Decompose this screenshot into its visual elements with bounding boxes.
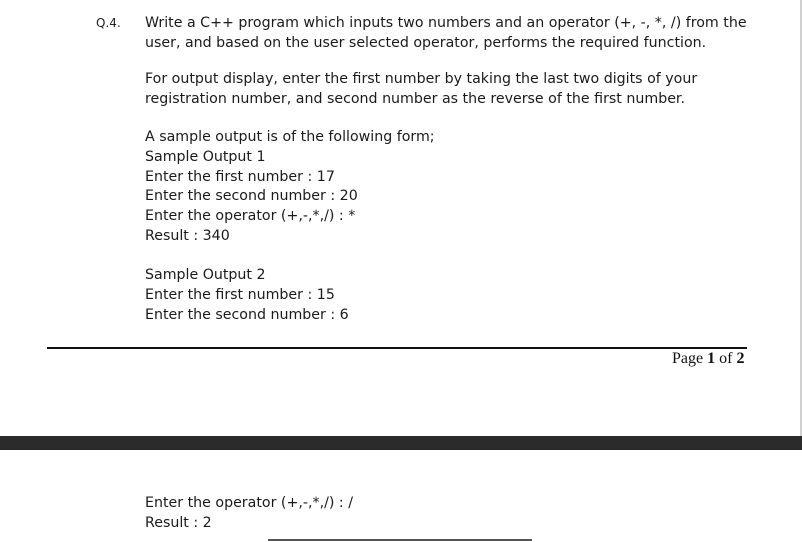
question-paragraph-1: Write a C++ program which inputs two numbers and an operator (+, -, *, /) from the user, and based on the user selected operator, performs the required function. bbox=[145, 15, 747, 51]
sample-2-result: Result : 2 bbox=[145, 514, 212, 531]
sample-output-1 bbox=[145, 128, 435, 247]
sample-1-result: Result : 340 bbox=[145, 227, 230, 244]
sample-output-2-continued bbox=[145, 494, 353, 534]
page-of: of bbox=[719, 350, 733, 367]
page-word: Page bbox=[672, 350, 704, 367]
page-break-band bbox=[0, 436, 802, 450]
sample-2-second-number: Enter the second number : 6 bbox=[145, 306, 349, 323]
sample-1-first-number: Enter the first number : 17 bbox=[145, 168, 335, 185]
sample-2-heading: Sample Output 2 bbox=[145, 267, 266, 283]
sample-intro: A sample output is of the following form; bbox=[145, 129, 435, 145]
question-number: Q.4. bbox=[96, 16, 121, 30]
page-number bbox=[672, 350, 744, 368]
sample-2-first-number: Enter the first number : 15 bbox=[145, 286, 335, 303]
sample-2-operator: Enter the operator (+,-,*,/) : / bbox=[145, 495, 353, 511]
page-current: 1 bbox=[707, 350, 716, 367]
sample-1-second-number: Enter the second number : 20 bbox=[145, 188, 358, 205]
question-paragraph-2: For output display, enter the first number by taking the last two digits of your registration number, and second number as the reverse of the first number. bbox=[145, 71, 698, 107]
page-total: 2 bbox=[736, 350, 745, 367]
sample-1-operator: Enter the operator (+,-,*,/) : * bbox=[145, 208, 356, 225]
footer-rule bbox=[47, 347, 747, 349]
sample-1-heading: Sample Output 1 bbox=[145, 148, 266, 165]
sample-output-2 bbox=[145, 266, 349, 325]
bottom-rule bbox=[268, 539, 532, 541]
